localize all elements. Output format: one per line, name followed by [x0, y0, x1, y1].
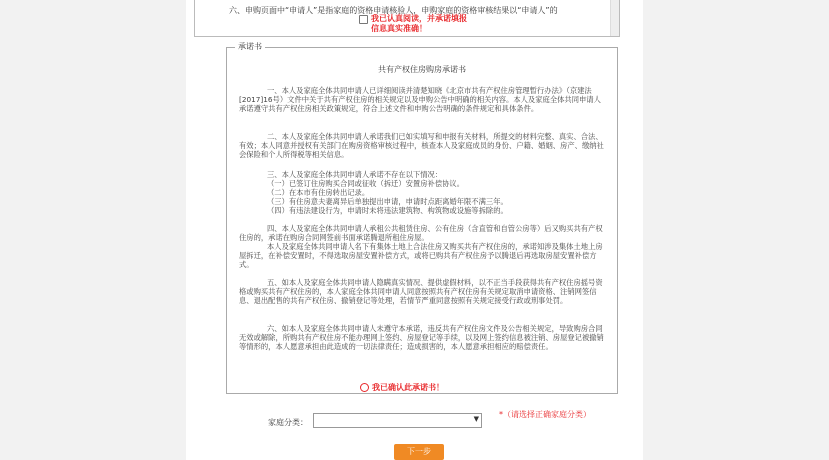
pledge-item-1: （一）已签订住房购买合同或征收（拆迁）安置房补偿协议。 — [267, 179, 465, 188]
read-confirm-checkbox[interactable] — [359, 15, 368, 24]
read-confirm-label[interactable]: 我已认真阅读，并承诺填报信息真实准确！ — [371, 14, 467, 33]
chevron-down-icon[interactable]: ▼ — [473, 415, 479, 423]
pledge-paragraph-6: 六、如本人及家庭全体共同申请人未遵守本承诺，违反共有产权住房文件及公告相关规定，导致购房合同无效或解除，所购共有产权住房不能办理网上签约、房屋登记等手续，以及网上签约信息被注销、房屋登记被撤销等情形的，本人愿意承担由此造成的一切法律责任；造成损害的，本人愿意承担相应的赔偿责任。 — [239, 324, 604, 351]
pledge-legend: 承诺书 — [235, 41, 265, 52]
page-right-gutter — [643, 0, 829, 460]
pledge-confirm-radio[interactable] — [360, 383, 369, 392]
previous-notice-box — [194, 0, 620, 37]
family-category-label: 家庭分类： — [268, 418, 308, 427]
notice-item-6: 六、申购页面中“申请人”是指家庭的资格申请核验人，申购家庭的资格审核结果以“申请人”的 — [229, 6, 558, 15]
pledge-item-3: （三）有住房意夫妻离异后单独提出申请，申请时点距离婚年限不满三年。 — [267, 197, 508, 206]
pledge-confirm-label[interactable]: 我已确认此承诺书！ — [372, 383, 444, 392]
pledge-title: 共有产权住房购房承诺书 — [378, 65, 466, 74]
pledge-paragraph-4: 四、本人及家庭全体共同申请人承租公共租赁住房、公有住房（含直管和自管公房等）后又购买共有产权住房的，承诺在购房合同网签前书面承诺腾退所租住房屋。 — [239, 224, 603, 242]
pledge-fieldset — [226, 42, 618, 394]
family-category-select[interactable] — [313, 413, 482, 428]
family-category-hint: *（请选择正确家庭分类） — [499, 410, 591, 419]
notice-scrollbar[interactable] — [610, 0, 619, 36]
page-left-gutter — [0, 0, 186, 460]
application-form — [186, 0, 643, 460]
pledge-paragraph-5: 五、如本人及家庭全体共同申请人隐瞒真实情况、提供虚假材料，以不正当手段获得共有产权住房摇号资格或购买共有产权住房的，本人家庭全体共同申请人同意按照共有产权住房有关规定取消申请资格、注销网签信息、退出配售的共有产权住房、撤销登记等处理，若情节严重同意按照有关规定接受行政或刑事处罚。 — [239, 278, 603, 305]
pledge-paragraph-2: 二、本人及家庭全体共同申请人承诺我们已如实填写和申报有关材料，所提交的材料完整、真实、合法、有效；本人同意并授权有关部门在购房资格审核过程中，核查本人及家庭成员的身份、户籍、婚姻、房产、缴纳社会保险和个人所得税等相关信息。 — [239, 132, 604, 159]
pledge-item-4: （四）有违法建设行为，申请时未将违法建筑物、构筑物或设施等拆除的。 — [267, 206, 508, 215]
pledge-confirm-row[interactable] — [360, 382, 444, 393]
pledge-paragraph-4b: 本人及家庭全体共同申请人名下有集体土地上合法住房又购买共有产权住房的，承诺知涉及集体土地上房屋拆迁，在补偿安置时，不得选取房屋安置补偿方式，或将已购共有产权住房予以腾退后再选取房屋安置补偿方式。 — [239, 242, 603, 269]
next-step-button[interactable]: 下一步 — [394, 444, 444, 460]
read-confirm-row[interactable] — [359, 14, 467, 34]
pledge-paragraph-3: 三、本人及家庭全体共同申请人承诺不存在以下情况： — [267, 170, 443, 179]
pledge-paragraph-1: 一、本人及家庭全体共同申请人已详细阅读并清楚知晓《北京市共有产权住房管理暂行办法》（京建法[2017]16号）文件中关于共有产权住房的相关规定以及申购公告中明确的相关内容。本人及家庭全体共同申请人承诺遵守共有产权住房相关政策规定，符合上述文件和申购公告明确的条件规定和具体条件。 — [239, 86, 601, 113]
pledge-item-2: （二）在本市有住房转出记录。 — [267, 188, 370, 197]
